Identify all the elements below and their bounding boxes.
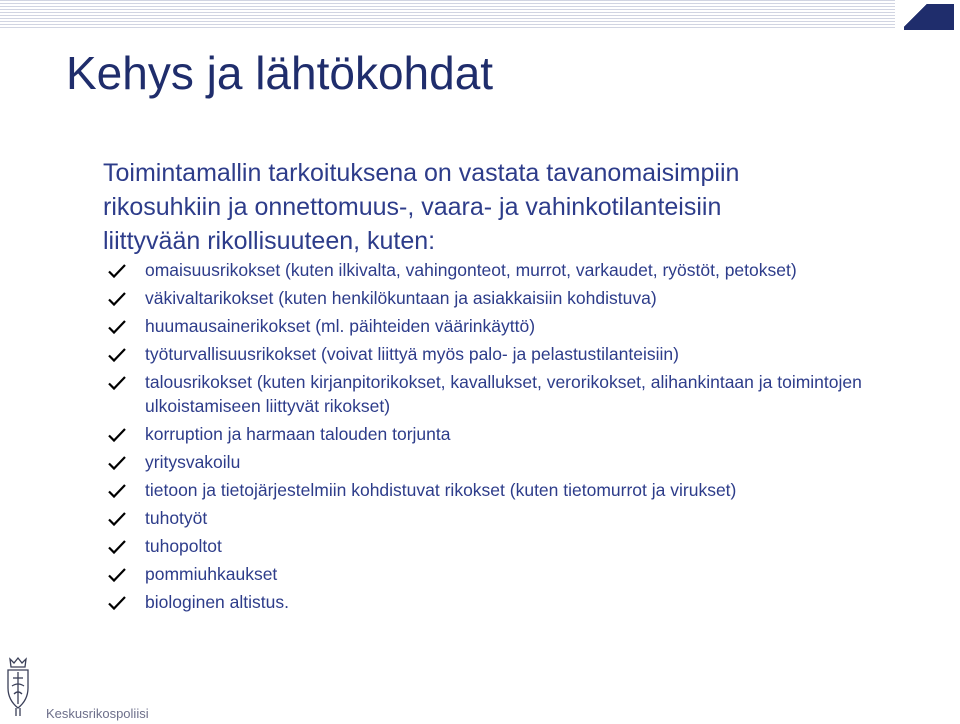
checkmark-icon (107, 319, 127, 335)
footer-organization-name: Keskusrikospoliisi (46, 706, 149, 721)
list-item (105, 314, 925, 338)
list-item (105, 286, 925, 310)
list-item-text: väkivaltarikokset (kuten henkilökuntaan ja asiakkaisiin kohdistuva) (145, 288, 657, 308)
checkmark-icon (107, 511, 127, 527)
checkmark-icon (107, 483, 127, 499)
list-item-text: pommiuhkaukset (145, 564, 278, 584)
slide-title: Kehys ja lähtökohdat (66, 47, 494, 99)
list-item (105, 506, 925, 530)
list-item-text: tietoon ja tietojärjestelmiin kohdistuvat rikokset (kuten tietomurrot ja virukset) (145, 480, 737, 500)
intro-line: Toimintamallin tarkoituksena on vastata tavanomaisimpiin (103, 159, 740, 187)
checkmark-icon (107, 595, 127, 611)
crime-type-list (105, 258, 925, 618)
checkmark-icon (107, 375, 127, 391)
list-item (105, 258, 925, 282)
list-item (105, 562, 925, 586)
police-emblem-icon (4, 656, 32, 718)
intro-line: rikosuhkiin ja onnettomuus-, vaara- ja vahinkotilanteisiin (103, 193, 722, 221)
list-item-text: yritysvakoilu (145, 452, 241, 472)
checkmark-icon (107, 455, 127, 471)
checkmark-icon (107, 427, 127, 443)
list-item (105, 422, 925, 446)
list-item-text: biologinen altistus. (145, 592, 289, 612)
intro-paragraph (103, 156, 883, 258)
list-item-text: työturvallisuusrikokset (voivat liittyä myös palo- ja pelastustilanteisiin) (145, 344, 679, 364)
checkmark-icon (107, 347, 127, 363)
list-item (105, 450, 925, 474)
checkmark-icon (107, 567, 127, 583)
list-item (105, 370, 925, 418)
list-item (105, 478, 925, 502)
header-corner-square (904, 4, 954, 30)
intro-line: liittyvään rikollisuuteen, kuten: (103, 227, 436, 255)
list-item-text: tuhotyöt (145, 508, 208, 528)
list-item-text: tuhopoltot (145, 536, 222, 556)
checkmark-icon (107, 263, 127, 279)
checkmark-icon (107, 291, 127, 307)
header-stripe-band (0, 0, 895, 30)
list-item-text: talousrikokset (kuten kirjanpitorikokset, kavallukset, verorikokset, alihankintaan ja toimintojen ulkoistamiseen liittyvät rikokset) (145, 372, 862, 416)
list-item (105, 342, 925, 366)
list-item-text: omaisuusrikokset (kuten ilkivalta, vahingonteot, murrot, varkaudet, ryöstöt, petokset) (145, 260, 797, 280)
list-item (105, 534, 925, 558)
list-item-text: huumausainerikokset (ml. päihteiden väärinkäyttö) (145, 316, 536, 336)
list-item (105, 590, 925, 614)
list-item-text: korruption ja harmaan talouden torjunta (145, 424, 451, 444)
checkmark-icon (107, 539, 127, 555)
